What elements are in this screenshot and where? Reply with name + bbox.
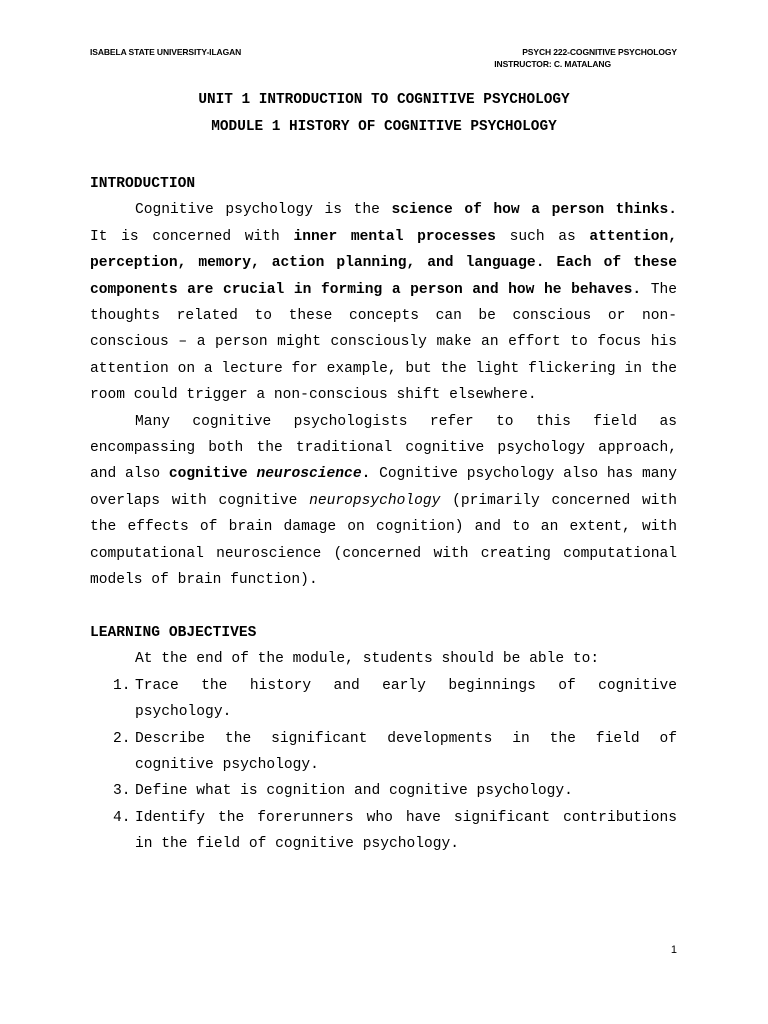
introduction-paragraph-1 (90, 197, 677, 408)
list-item (90, 673, 677, 726)
text-run: Cognitive psychology is the (135, 202, 392, 219)
text-run: The thoughts related to these concepts can be conscious or non-conscious – a person might consciously make an effort to focus his attention on a lecture for example, but the light flickering in the room could trigger a non-conscious shift elsewhere. (90, 281, 678, 404)
section-spacer (90, 594, 677, 620)
bold-text: . (361, 466, 371, 483)
italic-text: neuropsychology (309, 492, 441, 509)
list-number: 2. (113, 730, 131, 747)
module-title: MODULE 1 HISTORY OF COGNITIVE PSYCHOLOGY (211, 119, 557, 135)
header-course: PSYCH 222-COGNITIVE PSYCHOLOGY (522, 47, 677, 57)
text-run: Many cognitive psychologists refer to this field as encompassing both the traditional cognitive psychology approach, and also (90, 413, 677, 483)
objectives-list (90, 673, 677, 858)
list-item (90, 805, 677, 858)
list-item-text: Define what is cognition and cognitive psychology. (135, 783, 573, 800)
text-run: (primarily concerned with the effects of brain damage on cognition) and to an extent, with computational neuroscience (concerned with creating computational models of brain function). (90, 492, 678, 589)
unit-title: UNIT 1 INTRODUCTION TO COGNITIVE PSYCHOLOGY (198, 92, 570, 108)
list-item (90, 726, 677, 779)
header-course-info (494, 46, 677, 70)
text-run: Cognitive psychology also has many overlaps with cognitive (90, 466, 677, 509)
introduction-heading: INTRODUCTION (90, 176, 196, 192)
text-run: such as (495, 228, 590, 245)
list-number: 3. (113, 783, 131, 800)
list-item-text: Trace the history and early beginnings of cognitive psychology. (135, 677, 677, 721)
text-run: It is concerned with (90, 228, 294, 245)
bold-text: inner mental processes (293, 228, 496, 245)
objectives-heading: LEARNING OBJECTIVES (90, 624, 257, 641)
list-item-text: Identify the forerunners who have significant contributions in the field of cognitive psychology. (135, 809, 677, 853)
document-body (90, 171, 677, 858)
list-item-text: Describe the significant developments in the field of cognitive psychology. (135, 730, 677, 773)
header-institution: ISABELA STATE UNIVERSITY-ILAGAN (90, 47, 242, 57)
bold-text: cognitive (168, 466, 257, 483)
objectives-intro: At the end of the module, students should be able to: (135, 651, 600, 668)
bold-italic-text: neuroscience (256, 466, 362, 483)
list-number: 4. (113, 809, 131, 826)
list-number: 1. (113, 677, 131, 694)
introduction-paragraph-2 (90, 409, 677, 594)
list-item (90, 778, 677, 804)
header-instructor: INSTRUCTOR: C. MATALANG (494, 59, 611, 69)
page-number: 1 (670, 944, 677, 956)
bold-text: attention, perception, memory, action planning, and language. Each of these components are crucial in forming a person and how he behaves. (90, 228, 677, 298)
bold-text: science of how a person thinks. (391, 202, 677, 219)
